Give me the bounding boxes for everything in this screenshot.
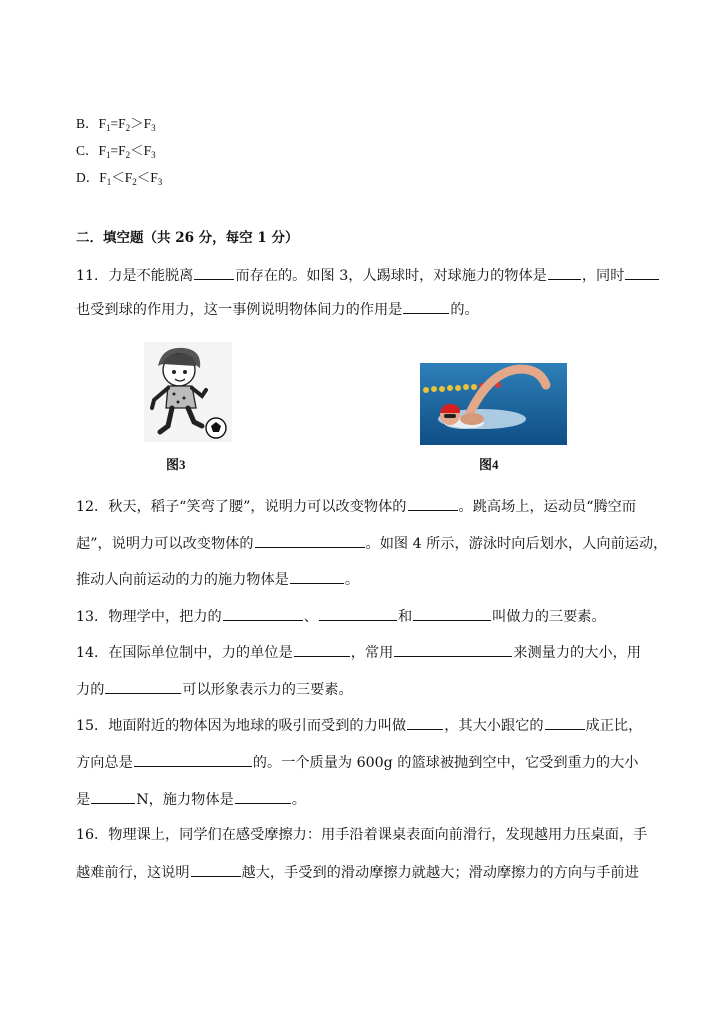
q15-text: 方向总是 xyxy=(76,755,133,771)
answer-blank[interactable] xyxy=(223,606,303,621)
subscript: 1 xyxy=(106,150,111,160)
q12-text: 。如图 4 所示，游泳时向后划水，人向前运动， xyxy=(365,536,668,552)
option-c-text: ＜F xyxy=(130,143,152,158)
q15-text: 15．地面附近的物体因为地球的吸引而受到的力叫做 xyxy=(76,718,407,734)
question-12-line-2 xyxy=(76,533,667,554)
option-b-text: =F xyxy=(110,116,126,131)
q11-text: 也受到球的作用力，这一事例说明物体间力的作用是 xyxy=(76,302,403,318)
q12-text: 12．秋天，稻子“笑弯了腰”，说明力可以改变物体的 xyxy=(76,499,407,515)
answer-blank[interactable] xyxy=(290,569,344,584)
q16-text: 越难前行，这说明 xyxy=(76,865,190,881)
answer-blank[interactable] xyxy=(545,715,585,730)
subscript: 2 xyxy=(125,123,131,133)
q16-text: 越大，手受到的滑动摩擦力就越大；滑动摩擦力的方向与手前进 xyxy=(241,865,639,881)
figure-3-caption: 图3 xyxy=(166,457,186,472)
q14-text: 14．在国际单位制中，力的单位是 xyxy=(76,645,293,661)
question-13 xyxy=(76,606,606,627)
figure-4-caption: 图4 xyxy=(479,457,499,472)
question-15-line-3 xyxy=(76,789,306,810)
section-heading: 二．填空题（共 26 分，每空 1 分） xyxy=(76,230,299,246)
q11-text: ，同时 xyxy=(581,268,625,284)
q12-text: 。跳高场上，运动员“腾空而 xyxy=(458,499,637,515)
q14-text: 来测量力的大小，用 xyxy=(513,645,641,661)
question-16-line-1 xyxy=(76,825,647,845)
q11-text: 的。 xyxy=(450,302,479,318)
q15-text: 成正比， xyxy=(585,718,643,734)
option-d xyxy=(76,168,162,188)
subscript: 2 xyxy=(132,177,137,187)
subscript: 2 xyxy=(125,150,131,160)
q13-text: 叫做力的三要素。 xyxy=(492,609,606,625)
q13-text: 13．物理学中，把力的 xyxy=(76,609,222,625)
option-b-text: B．F xyxy=(76,116,107,131)
option-c-text: =F xyxy=(110,143,126,158)
option-d-text: ＜F xyxy=(111,170,133,185)
q12-text: 推动人向前运动的力的施力物体是 xyxy=(76,572,289,588)
q14-text: 可以形象表示力的三要素。 xyxy=(182,682,353,698)
q13-text: 和 xyxy=(397,609,413,625)
answer-blank[interactable] xyxy=(319,606,397,621)
subscript: 1 xyxy=(106,177,112,187)
option-c xyxy=(76,141,156,161)
option-d-text: ＜F xyxy=(136,170,158,185)
answer-blank[interactable] xyxy=(394,642,512,657)
answer-blank[interactable] xyxy=(194,265,234,280)
answer-blank[interactable] xyxy=(91,789,135,804)
subscript: 3 xyxy=(151,123,156,133)
q13-text: 、 xyxy=(303,609,318,625)
q16-text: 16．物理课上，同学们在感受摩擦力：用手沿着课桌表面向前滑行，发现越用力压桌面，手 xyxy=(76,827,648,843)
question-12-line-1 xyxy=(76,496,636,517)
answer-blank[interactable] xyxy=(403,299,449,314)
q11-text: 11．力是不能脱离 xyxy=(76,268,194,284)
q12-text: 。 xyxy=(344,572,360,588)
q11-text: 而存在的。如图 3，人踢球时，对球施力的物体是 xyxy=(235,268,547,284)
subscript: 3 xyxy=(157,177,163,187)
option-b xyxy=(76,114,156,134)
option-c-text: C．F xyxy=(76,143,107,158)
answer-blank[interactable] xyxy=(235,789,291,804)
question-11-line-2 xyxy=(76,299,479,320)
answer-blank[interactable] xyxy=(408,496,458,511)
question-15-line-1 xyxy=(76,715,642,736)
answer-blank[interactable] xyxy=(413,606,491,621)
q15-text: 的。一个质量为 600g 的篮球被抛到空中，它受到重力的大小 xyxy=(252,755,639,771)
q15-text: N，施力物体是 xyxy=(136,792,234,808)
question-11-line-1 xyxy=(76,265,660,286)
answer-blank[interactable] xyxy=(255,533,365,548)
q14-text: ，常用 xyxy=(350,645,394,661)
question-14-line-2 xyxy=(76,679,353,700)
q12-text: 起”，说明力可以改变物体的 xyxy=(76,536,254,552)
answer-blank[interactable] xyxy=(134,752,252,767)
subscript: 3 xyxy=(151,150,156,160)
answer-blank[interactable] xyxy=(294,642,350,657)
q15-text: ，其大小跟它的 xyxy=(444,718,544,734)
figure-4-swimmer xyxy=(420,363,567,445)
subscript: 1 xyxy=(106,123,111,133)
question-12-line-3 xyxy=(76,569,359,590)
figure-3-boy-kicking-ball xyxy=(144,342,232,442)
answer-blank[interactable] xyxy=(548,265,581,280)
q14-text: 力的 xyxy=(76,682,105,698)
answer-blank[interactable] xyxy=(625,265,659,280)
answer-blank[interactable] xyxy=(105,679,181,694)
option-d-text: D．F xyxy=(76,170,107,185)
question-15-line-2 xyxy=(76,752,638,773)
option-b-text: ＞F xyxy=(130,116,152,131)
answer-blank[interactable] xyxy=(407,715,443,730)
q15-text: 。 xyxy=(291,792,306,808)
answer-blank[interactable] xyxy=(191,862,241,877)
q15-text: 是 xyxy=(76,792,91,808)
question-16-line-2 xyxy=(76,862,639,883)
question-14-line-1 xyxy=(76,642,641,663)
